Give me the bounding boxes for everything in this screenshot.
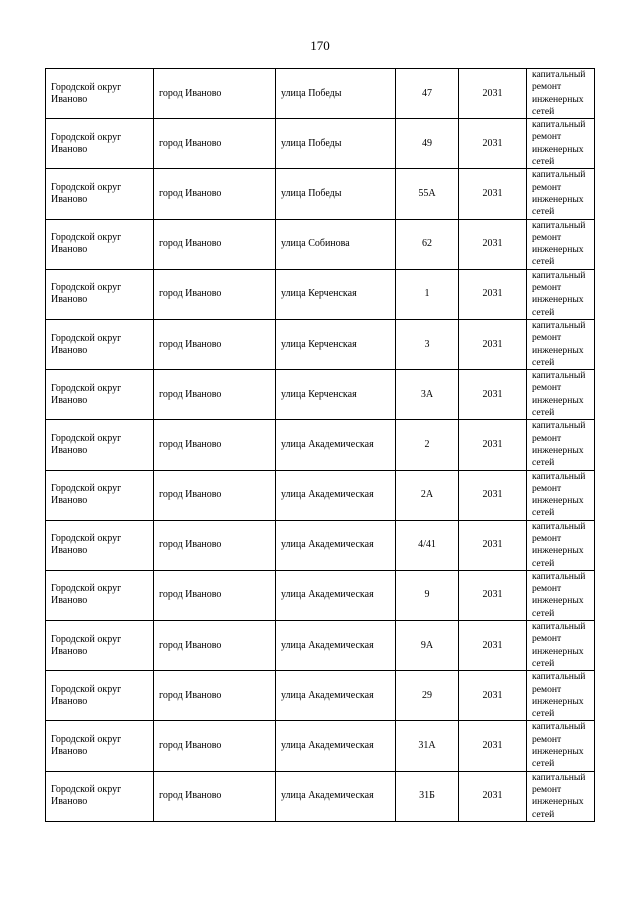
street-cell: улица Академическая xyxy=(276,771,396,821)
work-type-cell: капитальный ремонт инженерных сетей xyxy=(527,169,595,219)
street-cell: улица Победы xyxy=(276,169,396,219)
district-cell: Городской округ Иваново xyxy=(46,621,154,671)
district-cell: Городской округ Иваново xyxy=(46,319,154,369)
year-cell: 2031 xyxy=(459,721,527,771)
table-row xyxy=(46,169,595,219)
city-cell: город Иваново xyxy=(154,269,276,319)
street-cell: улица Академическая xyxy=(276,671,396,721)
city-cell: город Иваново xyxy=(154,119,276,169)
street-cell: улица Керченская xyxy=(276,319,396,369)
district-cell: Городской округ Иваново xyxy=(46,470,154,520)
table-row xyxy=(46,420,595,470)
street-cell: улица Победы xyxy=(276,69,396,119)
street-cell: улица Академическая xyxy=(276,470,396,520)
year-cell: 2031 xyxy=(459,570,527,620)
street-cell: улица Академическая xyxy=(276,570,396,620)
year-cell: 2031 xyxy=(459,621,527,671)
district-cell: Городской округ Иваново xyxy=(46,771,154,821)
district-cell: Городской округ Иваново xyxy=(46,370,154,420)
district-cell: Городской округ Иваново xyxy=(46,420,154,470)
house-number-cell: 55А xyxy=(396,169,459,219)
street-cell: улица Академическая xyxy=(276,420,396,470)
district-cell: Городской округ Иваново xyxy=(46,269,154,319)
street-cell: улица Керченская xyxy=(276,370,396,420)
housing-repair-table xyxy=(45,68,595,822)
city-cell: город Иваново xyxy=(154,69,276,119)
year-cell: 2031 xyxy=(459,370,527,420)
house-number-cell: 49 xyxy=(396,119,459,169)
street-cell: улица Академическая xyxy=(276,721,396,771)
work-type-cell: капитальный ремонт инженерных сетей xyxy=(527,319,595,369)
district-cell: Городской округ Иваново xyxy=(46,570,154,620)
city-cell: город Иваново xyxy=(154,621,276,671)
page-number: 170 xyxy=(310,38,330,53)
district-cell: Городской округ Иваново xyxy=(46,671,154,721)
city-cell: город Иваново xyxy=(154,771,276,821)
table-row xyxy=(46,370,595,420)
work-type-cell: капитальный ремонт инженерных сетей xyxy=(527,119,595,169)
house-number-cell: 3 xyxy=(396,319,459,369)
table-row xyxy=(46,520,595,570)
year-cell: 2031 xyxy=(459,420,527,470)
table-row xyxy=(46,119,595,169)
year-cell: 2031 xyxy=(459,219,527,269)
house-number-cell: 31А xyxy=(396,721,459,771)
year-cell: 2031 xyxy=(459,771,527,821)
house-number-cell: 62 xyxy=(396,219,459,269)
street-cell: улица Керченская xyxy=(276,269,396,319)
year-cell: 2031 xyxy=(459,119,527,169)
work-type-cell: капитальный ремонт инженерных сетей xyxy=(527,721,595,771)
house-number-cell: 29 xyxy=(396,671,459,721)
city-cell: город Иваново xyxy=(154,169,276,219)
house-number-cell: 4/41 xyxy=(396,520,459,570)
city-cell: город Иваново xyxy=(154,671,276,721)
city-cell: город Иваново xyxy=(154,470,276,520)
house-number-cell: 2 xyxy=(396,420,459,470)
work-type-cell: капитальный ремонт инженерных сетей xyxy=(527,69,595,119)
table-row xyxy=(46,721,595,771)
house-number-cell: 47 xyxy=(396,69,459,119)
city-cell: город Иваново xyxy=(154,370,276,420)
work-type-cell: капитальный ремонт инженерных сетей xyxy=(527,470,595,520)
house-number-cell: 2А xyxy=(396,470,459,520)
work-type-cell: капитальный ремонт инженерных сетей xyxy=(527,771,595,821)
street-cell: улица Академическая xyxy=(276,520,396,570)
year-cell: 2031 xyxy=(459,319,527,369)
work-type-cell: капитальный ремонт инженерных сетей xyxy=(527,370,595,420)
city-cell: город Иваново xyxy=(154,570,276,620)
district-cell: Городской округ Иваново xyxy=(46,119,154,169)
table-row xyxy=(46,470,595,520)
house-number-cell: 9А xyxy=(396,621,459,671)
table-body xyxy=(46,69,595,822)
street-cell: улица Академическая xyxy=(276,621,396,671)
work-type-cell: капитальный ремонт инженерных сетей xyxy=(527,219,595,269)
house-number-cell: 3А xyxy=(396,370,459,420)
work-type-cell: капитальный ремонт инженерных сетей xyxy=(527,520,595,570)
work-type-cell: капитальный ремонт инженерных сетей xyxy=(527,570,595,620)
table-row xyxy=(46,771,595,821)
work-type-cell: капитальный ремонт инженерных сетей xyxy=(527,269,595,319)
year-cell: 2031 xyxy=(459,671,527,721)
table-row xyxy=(46,319,595,369)
district-cell: Городской округ Иваново xyxy=(46,169,154,219)
year-cell: 2031 xyxy=(459,520,527,570)
year-cell: 2031 xyxy=(459,69,527,119)
city-cell: город Иваново xyxy=(154,319,276,369)
year-cell: 2031 xyxy=(459,169,527,219)
table-row xyxy=(46,621,595,671)
table-row xyxy=(46,69,595,119)
work-type-cell: капитальный ремонт инженерных сетей xyxy=(527,420,595,470)
house-number-cell: 31Б xyxy=(396,771,459,821)
district-cell: Городской округ Иваново xyxy=(46,69,154,119)
house-number-cell: 1 xyxy=(396,269,459,319)
district-cell: Городской округ Иваново xyxy=(46,219,154,269)
district-cell: Городской округ Иваново xyxy=(46,520,154,570)
work-type-cell: капитальный ремонт инженерных сетей xyxy=(527,621,595,671)
table-row xyxy=(46,671,595,721)
table-row xyxy=(46,570,595,620)
work-type-cell: капитальный ремонт инженерных сетей xyxy=(527,671,595,721)
district-cell: Городской округ Иваново xyxy=(46,721,154,771)
city-cell: город Иваново xyxy=(154,721,276,771)
city-cell: город Иваново xyxy=(154,420,276,470)
street-cell: улица Собинова xyxy=(276,219,396,269)
city-cell: город Иваново xyxy=(154,520,276,570)
street-cell: улица Победы xyxy=(276,119,396,169)
city-cell: город Иваново xyxy=(154,219,276,269)
year-cell: 2031 xyxy=(459,470,527,520)
table-row xyxy=(46,219,595,269)
year-cell: 2031 xyxy=(459,269,527,319)
table-row xyxy=(46,269,595,319)
house-number-cell: 9 xyxy=(396,570,459,620)
